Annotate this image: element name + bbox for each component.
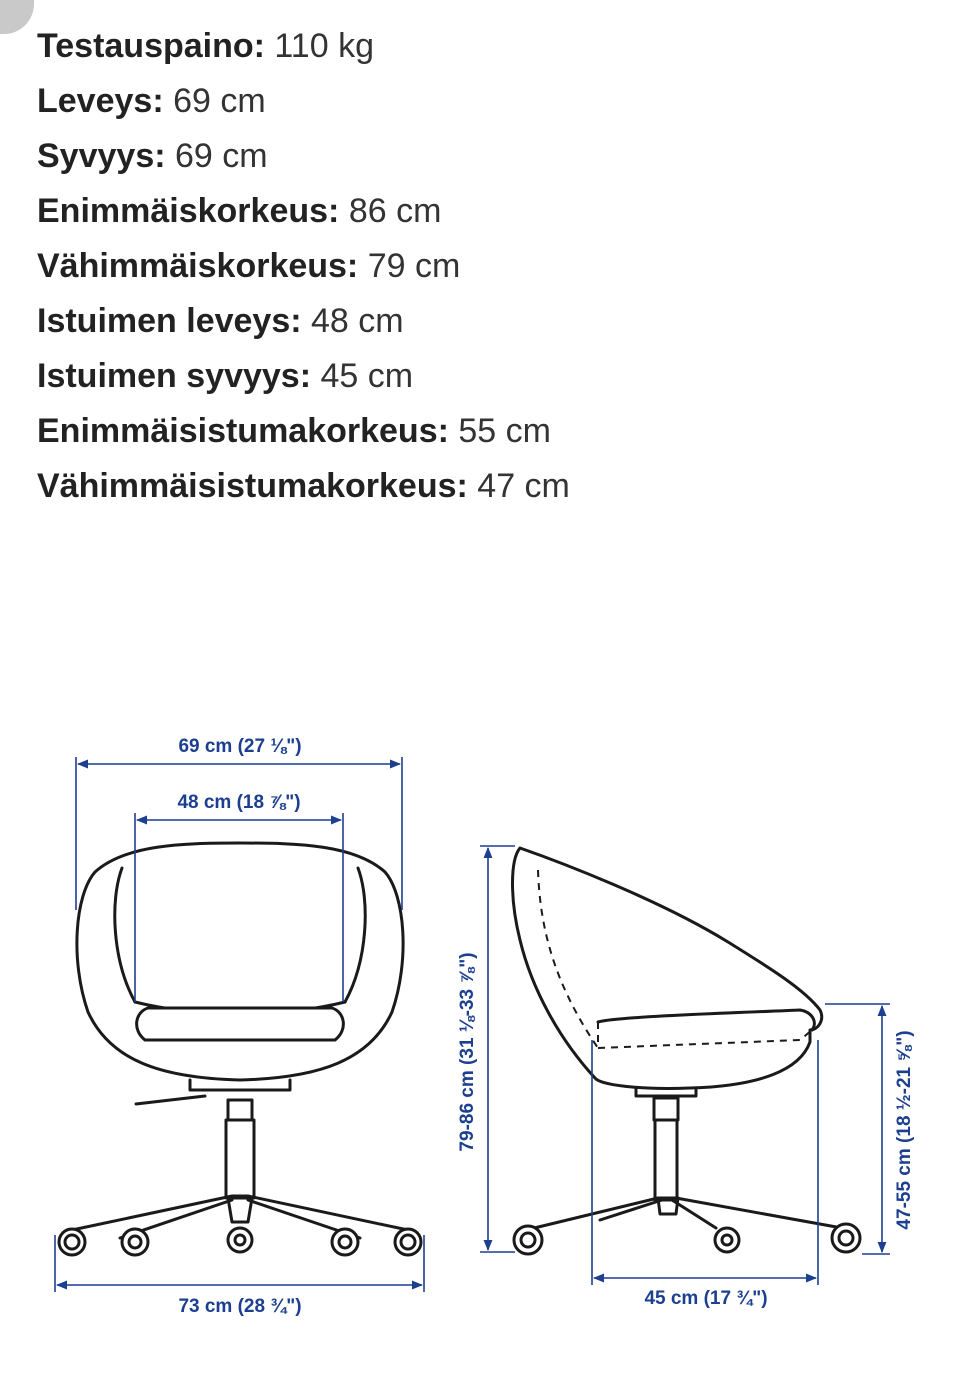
spec-value: 110 kg — [274, 27, 374, 65]
spec-label: Syvyys: — [37, 137, 166, 175]
side-casters — [514, 1224, 860, 1254]
spec-value: 69 cm — [173, 82, 266, 120]
front-overall-width-label: 69 cm (27 ⅛") — [178, 736, 302, 757]
spec-value: 69 cm — [175, 137, 268, 175]
front-base-width-label: 73 cm (28 ¾") — [178, 1296, 302, 1317]
spec-label: Enimmäiskorkeus: — [37, 192, 340, 230]
spec-label: Vähimmäisistumakorkeus: — [37, 467, 468, 505]
spec-label: Testauspaino: — [37, 27, 265, 65]
front-seat-width-label: 48 cm (18 ⅞") — [177, 792, 301, 813]
spec-label: Enimmäisistumakorkeus: — [37, 412, 449, 450]
side-chair-outline — [513, 848, 843, 1230]
side-view — [457, 846, 915, 1309]
spec-value: 47 cm — [477, 467, 570, 505]
spec-value: 86 cm — [348, 192, 442, 230]
spec-label: Vähimmäiskorkeus: — [37, 247, 359, 285]
spec-value: 48 cm — [311, 302, 404, 340]
spec-label: Istuimen syvyys: — [37, 357, 312, 395]
front-chair-outline — [72, 843, 408, 1238]
spec-value: 55 cm — [458, 412, 551, 450]
front-casters — [59, 1228, 421, 1255]
side-seat-height-label: 47-55 cm (18 ½-21 ⅝") — [894, 1030, 915, 1230]
side-total-height-dimension — [480, 846, 515, 1252]
spec-value: 79 cm — [367, 247, 461, 285]
spec-value: 45 cm — [320, 357, 414, 395]
side-total-height-label: 79-86 cm (31 ⅛-33 ⅞") — [457, 952, 478, 1152]
spec-label: Istuimen leveys: — [37, 302, 302, 340]
front-view — [55, 736, 424, 1317]
side-seat-height-dimension — [825, 1004, 890, 1254]
spec-label: Leveys: — [37, 82, 164, 120]
side-seat-depth-label: 45 cm (17 ¾") — [644, 1288, 768, 1309]
